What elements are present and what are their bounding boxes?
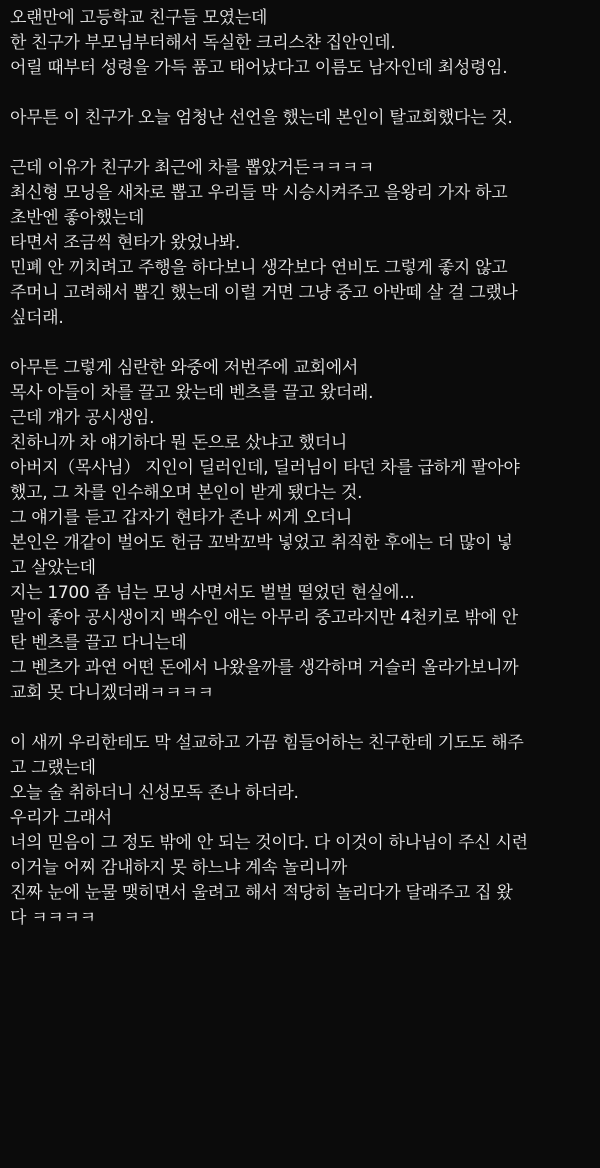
post-line: 어릴 때부터 성령을 가득 품고 태어났다고 이름도 남자인데 최성령임. [10, 58, 508, 78]
post-line: 오늘 술 취하더니 신성모독 존나 하더라. [10, 783, 299, 803]
blank-line [10, 331, 590, 356]
post-line: 근데 이유가 친구가 최근에 차를 뽑았거든ㅋㅋㅋㅋ [10, 158, 375, 178]
post-line: 타면서 조금씩 현타가 왔었나봐. [10, 233, 241, 253]
post-line: 최신형 모닝을 새차로 뽑고 우리들 막 시승시켜주고 을왕리 가자 하고 [10, 183, 508, 203]
post-line: 고 그랬는데 [10, 758, 96, 778]
post-line: 다 ㅋㅋㅋㅋ [10, 908, 96, 928]
post-line: 고 살았는데 [10, 558, 96, 578]
post-line: 교회 못 다니겠더래ㅋㅋㅋㅋ [10, 683, 214, 703]
post-line: 아버지（목사님） 지인이 딜러인데, 딜러님이 타던 차를 급하게 팔아야 [10, 458, 520, 478]
post-line: 싶더래. [10, 308, 64, 328]
post-line: 친하니까 차 얘기하다 뭔 돈으로 샀냐고 했더니 [10, 433, 347, 453]
post-line: 너의 믿음이 그 정도 밖에 안 되는 것이다. 다 이것이 하나님이 주신 시련 [10, 833, 528, 853]
post-line: 주머니 고려해서 뽑긴 했는데 이럴 거면 그냥 중고 아반떼 살 걸 그랬나 [10, 283, 518, 303]
post-line: 초반엔 좋아했는데 [10, 208, 145, 228]
post-line: 했고, 그 차를 인수해오며 본인이 받게 됐다는 것. [10, 483, 363, 503]
post-line: 탄 벤츠를 끌고 다니는데 [10, 633, 187, 653]
post-line: 말이 좋아 공시생이지 백수인 애는 아무리 중고라지만 4천키로 밖에 안 [10, 608, 518, 628]
post-line: 아무튼 그렇게 심란한 와중에 저번주에 교회에서 [10, 358, 358, 378]
post-line: 목사 아들이 차를 끌고 왔는데 벤츠를 끌고 왔더래. [10, 383, 374, 403]
post-line: 진짜 눈에 눈물 맺히면서 울려고 해서 적당히 놀리다가 달래주고 집 왔 [10, 883, 513, 903]
post-line: 지는 1700 좀 넘는 모닝 사면서도 벌벌 떨었던 현실에... [10, 583, 415, 603]
post-line: 민폐 안 끼치려고 주행을 하다보니 생각보다 연비도 그렇게 좋지 않고 [10, 258, 508, 278]
post-line: 근데 걔가 공시생임. [10, 408, 155, 428]
post-line: 그 벤츠가 과연 어떤 돈에서 나왔을까를 생각하며 거슬러 올라가보니까 [10, 658, 519, 678]
post-line: 이 새끼 우리한테도 막 설교하고 가끔 힘들어하는 친구한테 기도도 해주 [10, 733, 524, 753]
blank-line [10, 706, 590, 731]
post-line: 그 얘기를 듣고 갑자기 현타가 존나 씨게 오더니 [10, 508, 353, 528]
post-line: 우리가 그래서 [10, 808, 112, 828]
blank-line [10, 81, 590, 106]
post-line: 이거늘 어찌 감내하지 못 하느냐 계속 놀리니까 [10, 858, 347, 878]
post-line: 한 친구가 부모님부터해서 독실한 크리스챤 집안인데. [10, 33, 396, 53]
post-line: 아무튼 이 친구가 오늘 엄청난 선언을 했는데 본인이 탈교회했다는 것. [10, 108, 513, 128]
post-line: 오랜만에 고등학교 친구들 모였는데 [10, 8, 268, 28]
blank-line [10, 131, 590, 156]
post-line: 본인은 개같이 벌어도 헌금 꼬박꼬박 넣었고 취직한 후에는 더 많이 넣 [10, 533, 513, 553]
